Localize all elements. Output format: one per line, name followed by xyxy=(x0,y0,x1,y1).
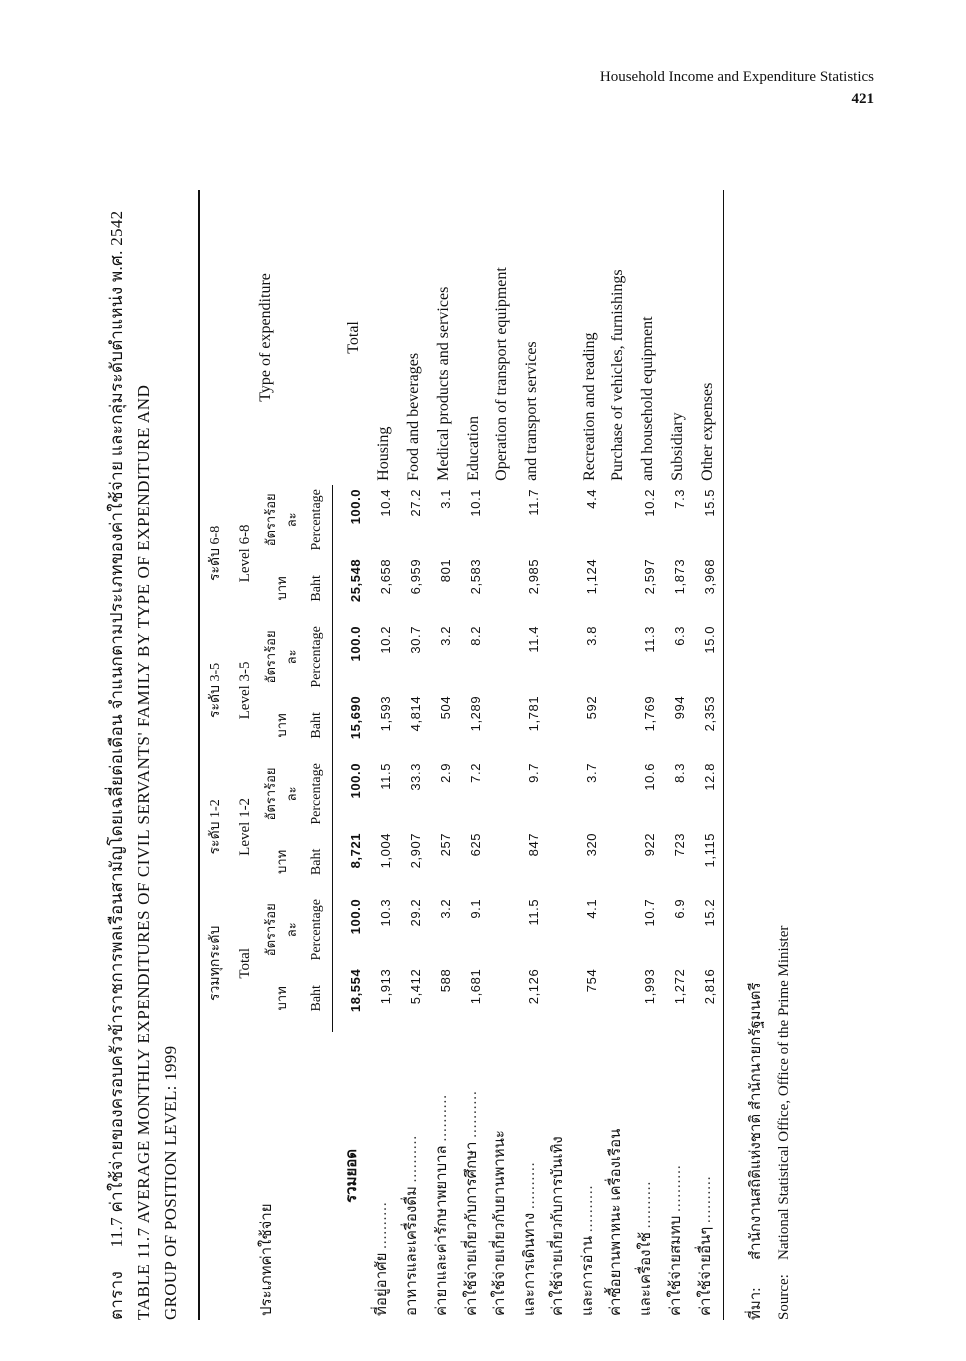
table-title-en-line2: GROUP OF POSITION LEVEL: 1999 xyxy=(161,1045,180,1320)
table-cell: 1,993 xyxy=(642,968,657,1005)
source-note xyxy=(742,70,798,1320)
col-header-th: อัตราร้อยละ xyxy=(263,767,299,821)
table-cell: 3.2 xyxy=(438,898,453,919)
table-cell: 994 xyxy=(672,695,687,720)
table-cell: 15.0 xyxy=(702,625,717,654)
table-cell: 11.5 xyxy=(526,898,541,926)
row-spacer xyxy=(599,485,627,1032)
row-label-en: Medical products and services xyxy=(435,286,452,481)
table-cell: 2,583 xyxy=(468,558,483,595)
table-row-label-line xyxy=(541,190,569,1320)
table-cell: 801 xyxy=(438,558,453,583)
table-title-th-prefix: ตาราง xyxy=(107,1270,126,1320)
row-label-th: รวมยอด xyxy=(344,1148,360,1203)
group-header-en: Level 6-8 xyxy=(236,524,253,583)
table-row xyxy=(657,190,687,1320)
table-cell: 12.8 xyxy=(702,762,717,791)
row-label-en-line1 xyxy=(541,190,569,485)
col-header-en: Percentage xyxy=(302,895,333,965)
source-text-th: สำนักงานสถิติแห่งชาติ สำนักนายกรัฐมนตรี xyxy=(748,982,764,1260)
table-cell: 922 xyxy=(642,832,657,857)
table-cell: 18,554 xyxy=(348,968,363,1013)
table-bottom-rule xyxy=(723,190,724,1320)
table-cell: 10.4 xyxy=(378,488,393,517)
table-cell: 754 xyxy=(584,968,599,993)
table-cell: 2.9 xyxy=(438,762,453,783)
page-number: 421 xyxy=(851,91,874,107)
table-cell: 11.3 xyxy=(642,625,657,653)
source-label-en: Source: xyxy=(776,1274,792,1320)
row-label-th: ค่าใช้จ่ายสมทบ .......... xyxy=(668,1164,684,1316)
table-cell: 15.2 xyxy=(702,898,717,927)
table-cell: 2,985 xyxy=(526,558,541,595)
table-cell: 625 xyxy=(468,832,483,857)
table-cell: 10.3 xyxy=(378,898,393,927)
table-cell: 1,593 xyxy=(378,695,393,732)
group-header-th: ระดับ 6-8 xyxy=(199,485,230,622)
table-cell: 7.3 xyxy=(672,488,687,509)
table-cell: 10.2 xyxy=(378,625,393,654)
group-header-en: Level 3-5 xyxy=(236,661,253,720)
table-cell: 2,907 xyxy=(408,832,423,869)
table-cell: 504 xyxy=(438,695,453,720)
table-row xyxy=(423,190,453,1320)
col-header-th: บาท xyxy=(273,576,289,601)
table-row xyxy=(627,190,657,1320)
table-cell: 15,690 xyxy=(348,695,363,740)
table-cell: 3.1 xyxy=(438,488,453,509)
table-row xyxy=(511,190,541,1320)
table-cell: 10.2 xyxy=(642,488,657,517)
col-header-en: Percentage xyxy=(302,759,333,829)
row-label-th: และการอ่าน .......... xyxy=(580,1184,596,1316)
table-cell: 1,769 xyxy=(642,695,657,732)
table-cell: 100.0 xyxy=(348,488,363,525)
table-cell: 3.8 xyxy=(584,625,599,646)
row-spacer xyxy=(541,485,569,1032)
col-header-en: Baht xyxy=(302,829,333,895)
row-label-th: และการเดินทาง .......... xyxy=(522,1161,538,1316)
table-cell: 1,272 xyxy=(672,968,687,1005)
group-header-th: ระดับ 1-2 xyxy=(199,759,230,895)
table-cell: 2,658 xyxy=(378,558,393,595)
table-cell: 10.1 xyxy=(468,488,483,517)
row-label-en: and household equipment xyxy=(639,316,656,481)
row-label-th: ค่าใช้จ่ายเกี่ยวกับการศึกษา .......... xyxy=(464,1090,480,1316)
running-head-title: Household Income and Expenditure Statistics xyxy=(599,69,874,85)
table-row xyxy=(393,190,423,1320)
table-cell: 3.2 xyxy=(438,625,453,646)
table-cell: 100.0 xyxy=(348,625,363,662)
table-cell: 10.7 xyxy=(642,898,657,927)
row-spacer xyxy=(483,485,511,1032)
row-label-th-line1: ค่าใช้จ่ายเกี่ยวกับยานพาหนะ xyxy=(492,1130,508,1316)
table-cell: 1,115 xyxy=(702,832,717,868)
table-cell: 257 xyxy=(438,832,453,857)
table-cell: 4.4 xyxy=(584,488,599,509)
table-cell: 27.2 xyxy=(408,488,423,517)
row-label-en: Other expenses xyxy=(699,382,716,481)
rotated-table-page xyxy=(100,70,900,1320)
source-text-en: National Statistical Office, Office of the Prime Minister xyxy=(776,925,792,1260)
table-row xyxy=(687,190,717,1320)
table-row xyxy=(569,190,599,1320)
col-header-en: Baht xyxy=(302,965,333,1032)
row-label-en: Housing xyxy=(375,426,392,481)
table-cell: 8.3 xyxy=(672,762,687,783)
row-label-th: อาหารและเครื่องดื่ม .......... xyxy=(404,1134,420,1316)
col-header-en: Baht xyxy=(302,555,333,622)
table-cell: 588 xyxy=(438,968,453,993)
table-cell: 1,781 xyxy=(526,695,541,732)
table-cell: 2,126 xyxy=(526,968,541,1005)
table-title-en-line1: TABLE 11.7 AVERAGE MONTHLY EXPENDITURES OF CIVIL SERVANTS' FAMILY BY TYPE OF EXPENDITURE AND xyxy=(134,384,153,1320)
table-cell: 3.7 xyxy=(584,762,599,783)
source-label-th: ที่มา: xyxy=(748,1287,764,1320)
table-cell: 9.1 xyxy=(468,898,483,919)
col-header-th: อัตราร้อยละ xyxy=(263,630,299,684)
table-cell: 723 xyxy=(672,832,687,857)
row-label-th: ค่าใช้จ่ายอื่นๆ .......... xyxy=(698,1175,714,1316)
table-cell: 33.3 xyxy=(408,762,423,791)
row-label-en: Total xyxy=(345,321,362,354)
group-header-th: รวมทุกระดับ xyxy=(199,895,230,1032)
table-cell: 1,124 xyxy=(584,558,599,595)
table-cell: 320 xyxy=(584,832,599,857)
col-header-th: บาท xyxy=(273,986,289,1011)
table-cell: 1,873 xyxy=(672,558,687,595)
table-cell: 6.3 xyxy=(672,625,687,646)
table-cell: 100.0 xyxy=(348,898,363,935)
table-title-th-text: ค่าใช้จ่ายของครอบครัวข้าราชการพลเรือนสามัญโดยเฉลี่ยต่อเดือน จำแนกตามประเภทของค่าใช้จ่าย และกลุ่มระดับตำแหน่ง พ.ศ. 2542 xyxy=(107,210,126,1213)
table-cell: 25,548 xyxy=(348,558,363,603)
table-number: 11.7 xyxy=(107,1217,126,1248)
table-row-label-line xyxy=(599,190,627,1320)
row-label-th: และเครื่องใช้ .......... xyxy=(638,1180,654,1316)
table-row xyxy=(363,190,393,1320)
table-cell: 29.2 xyxy=(408,898,423,927)
table-cell: 10.6 xyxy=(642,762,657,791)
table-cell: 30.7 xyxy=(408,625,423,654)
row-header-en: Type of expenditure xyxy=(199,190,333,485)
row-label-en: Recreation and reading xyxy=(581,332,598,481)
row-label-en: and transport services xyxy=(523,341,540,481)
table-cell: 592 xyxy=(584,695,599,720)
row-label-en-line1: Operation of transport equipment xyxy=(493,267,510,481)
row-label-en: Education xyxy=(465,415,482,481)
group-header-en: Total xyxy=(236,948,253,979)
row-header-th: ประเภทค่าใช้จ่าย xyxy=(199,1032,333,1320)
row-label-th-line1: ค่าใช้จ่ายเกี่ยวกับการบันเทิง xyxy=(550,1136,566,1316)
col-header-th: อัตราร้อยละ xyxy=(263,903,299,957)
table-cell: 6,959 xyxy=(408,558,423,595)
table-cell: 4.1 xyxy=(584,898,599,919)
table-cell: 8,721 xyxy=(348,832,363,869)
table-cell: 1,289 xyxy=(468,695,483,732)
col-header-en: Percentage xyxy=(302,622,333,692)
table-cell: 11.5 xyxy=(378,762,393,790)
row-label-en: Food and beverages xyxy=(405,352,422,481)
table-cell: 11.7 xyxy=(526,488,541,516)
table-cell: 11.4 xyxy=(526,625,541,653)
table-cell: 2,353 xyxy=(702,695,717,732)
table-cell: 1,913 xyxy=(378,968,393,1005)
group-header-th: ระดับ 3-5 xyxy=(199,622,230,759)
table-cell: 7.2 xyxy=(468,762,483,783)
table-cell: 5,412 xyxy=(408,968,423,1005)
table-cell: 847 xyxy=(526,832,541,857)
col-header-en: Baht xyxy=(302,692,333,759)
col-header-en: Percentage xyxy=(302,485,333,555)
table-cell: 9.7 xyxy=(526,762,541,783)
row-label-th: ที่อยู่อาศัย .......... xyxy=(374,1201,390,1316)
expenditure-table xyxy=(198,190,717,1320)
col-header-th: อัตราร้อยละ xyxy=(263,493,299,547)
col-header-th: บาท xyxy=(273,713,289,738)
table-cell: 2,597 xyxy=(642,558,657,595)
table-cell: 1,004 xyxy=(378,832,393,869)
table-row xyxy=(453,190,483,1320)
row-label-th: ค่ายาและค่ารักษาพยาบาล .......... xyxy=(434,1094,450,1316)
row-label-en: Subsidiary xyxy=(669,412,686,481)
table-cell: 3,968 xyxy=(702,558,717,595)
table-row xyxy=(333,190,364,1320)
group-header-en: Level 1-2 xyxy=(236,797,253,856)
table-row-label-line xyxy=(483,190,511,1320)
table-cell: 4,814 xyxy=(408,695,423,732)
table-cell: 15.5 xyxy=(702,488,717,517)
table-cell: 6.9 xyxy=(672,898,687,919)
table-cell: 1,681 xyxy=(468,968,483,1005)
table-title-en xyxy=(130,70,184,1320)
table-body xyxy=(333,190,718,1320)
table-title-th xyxy=(104,70,130,1320)
table-cell: 2,816 xyxy=(702,968,717,1005)
col-header-th: บาท xyxy=(273,849,289,874)
table-cell: 8.2 xyxy=(468,625,483,646)
row-label-en-line1: Purchase of vehicles, furnishings xyxy=(609,269,626,481)
table-cell: 100.0 xyxy=(348,762,363,799)
row-label-th-line1: ค่าซื้อยานพาหนะ เครื่องเรือน xyxy=(608,1128,624,1316)
